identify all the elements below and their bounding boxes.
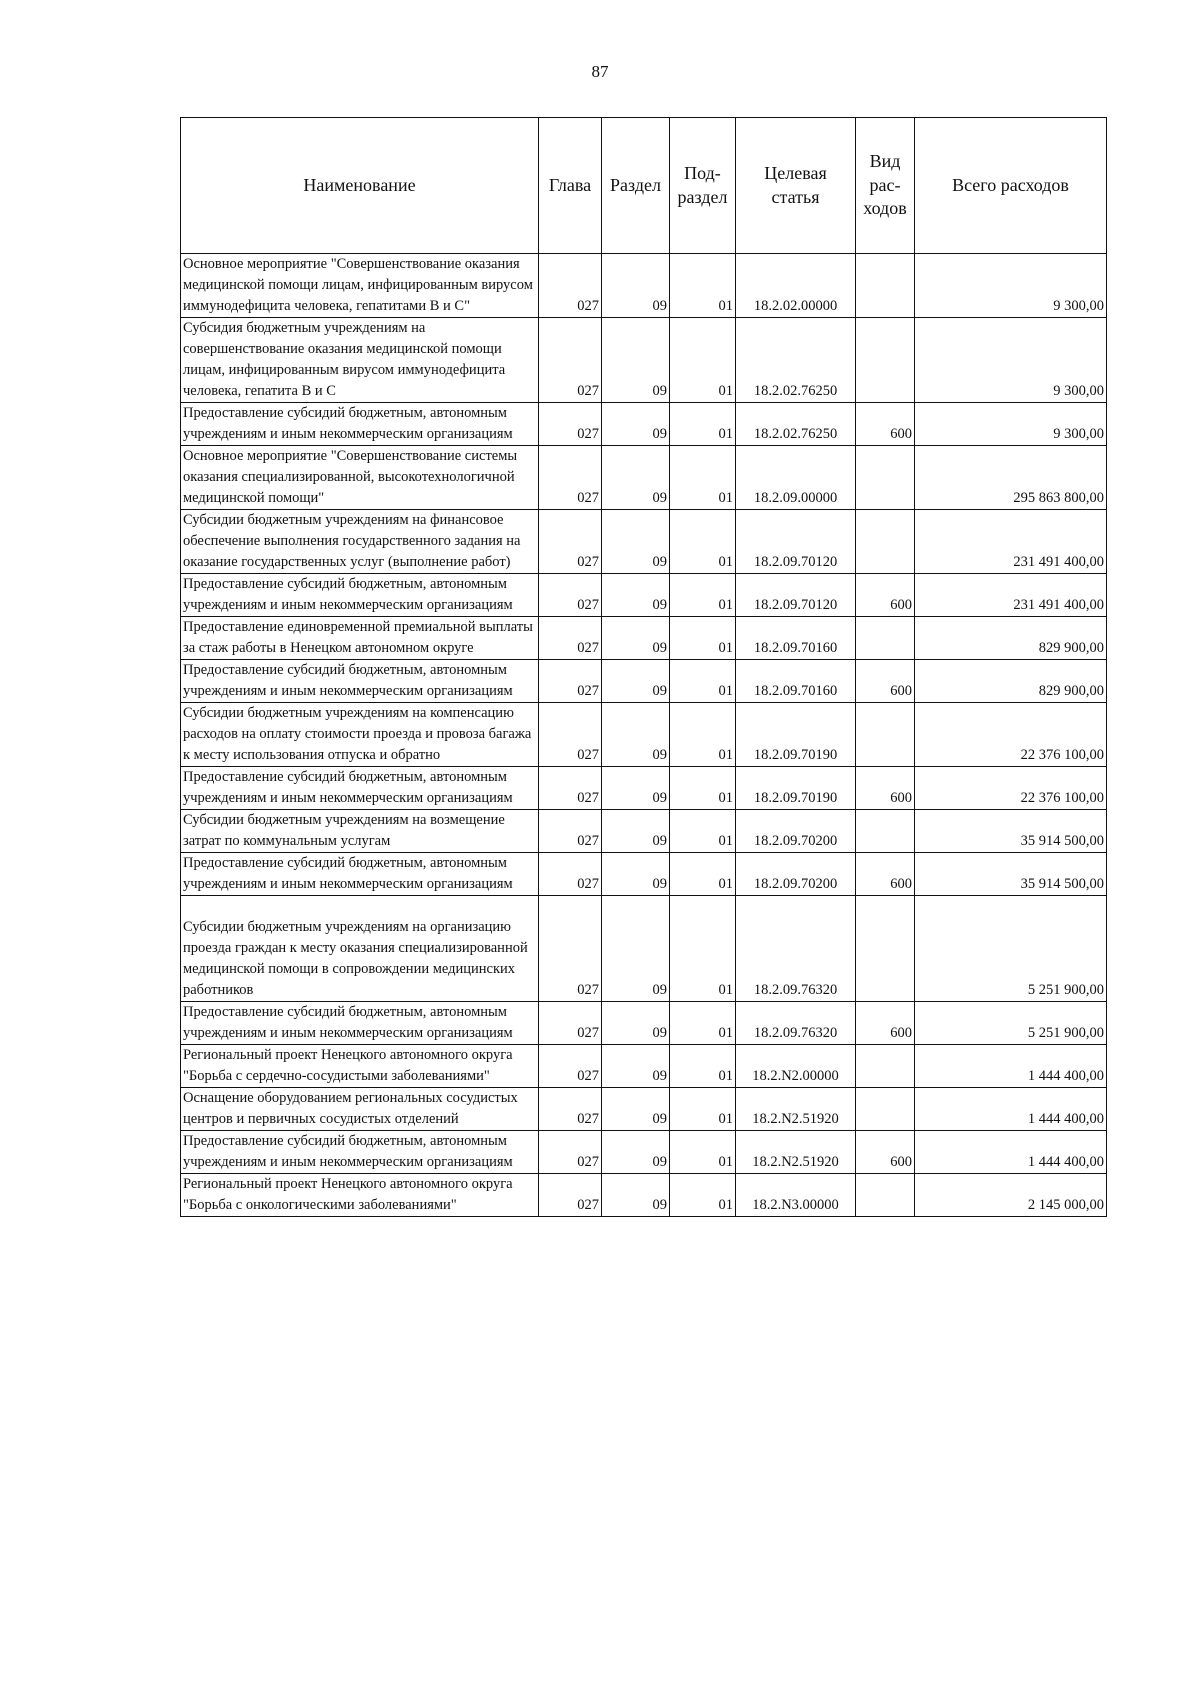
cell-razdel: 09 bbox=[602, 703, 670, 767]
cell-name: Предоставление единовременной премиальной выплаты за стаж работы в Ненецком автономном округе bbox=[181, 617, 539, 660]
cell-razdel: 09 bbox=[602, 1002, 670, 1045]
cell-glava: 027 bbox=[539, 1045, 602, 1088]
cell-vid bbox=[856, 896, 915, 1002]
table-row bbox=[181, 446, 1107, 510]
cell-podrazdel: 01 bbox=[670, 660, 736, 703]
cell-glava: 027 bbox=[539, 896, 602, 1002]
cell-name: Региональный проект Ненецкого автономного округа "Борьба с онкологическими заболеваниями" bbox=[181, 1174, 539, 1217]
cell-name: Оснащение оборудованием региональных сосудистых центров и первичных сосудистых отделений bbox=[181, 1088, 539, 1131]
cell-vid bbox=[856, 254, 915, 318]
cell-total: 35 914 500,00 bbox=[915, 810, 1107, 853]
cell-vid bbox=[856, 703, 915, 767]
cell-glava: 027 bbox=[539, 254, 602, 318]
cell-podrazdel: 01 bbox=[670, 853, 736, 896]
cell-tselevaya: 18.2.02.76250 bbox=[736, 318, 856, 403]
cell-razdel: 09 bbox=[602, 318, 670, 403]
cell-razdel: 09 bbox=[602, 403, 670, 446]
cell-razdel: 09 bbox=[602, 574, 670, 617]
cell-glava: 027 bbox=[539, 810, 602, 853]
cell-glava: 027 bbox=[539, 617, 602, 660]
cell-vid: 600 bbox=[856, 767, 915, 810]
cell-glava: 027 bbox=[539, 767, 602, 810]
cell-glava: 027 bbox=[539, 446, 602, 510]
table-row bbox=[181, 1088, 1107, 1131]
cell-name: Субсидии бюджетным учреждениям на организацию проезда граждан к месту оказания специализированной медицинской помощи в сопровождении медицинских работников bbox=[181, 896, 539, 1002]
cell-tselevaya: 18.2.09.00000 bbox=[736, 446, 856, 510]
cell-name: Предоставление субсидий бюджетным, автономным учреждениям и иным некоммерческим организациям bbox=[181, 1131, 539, 1174]
cell-razdel: 09 bbox=[602, 767, 670, 810]
budget-table bbox=[180, 117, 1107, 1217]
cell-vid: 600 bbox=[856, 853, 915, 896]
cell-podrazdel: 01 bbox=[670, 254, 736, 318]
table-row bbox=[181, 1045, 1107, 1088]
cell-tselevaya: 18.2.N2.51920 bbox=[736, 1131, 856, 1174]
table-row bbox=[181, 660, 1107, 703]
cell-razdel: 09 bbox=[602, 1088, 670, 1131]
cell-razdel: 09 bbox=[602, 254, 670, 318]
cell-total: 9 300,00 bbox=[915, 403, 1107, 446]
cell-vid: 600 bbox=[856, 1002, 915, 1045]
cell-name: Субсидия бюджетным учреждениям на совершенствование оказания медицинской помощи лицам, инфицированным вирусом иммунодефицита человека, гепатита В и С bbox=[181, 318, 539, 403]
cell-glava: 027 bbox=[539, 1002, 602, 1045]
cell-name: Основное мероприятие "Совершенствование системы оказания специализированной, высокотехнологичной медицинской помощи" bbox=[181, 446, 539, 510]
cell-vid bbox=[856, 318, 915, 403]
cell-total: 295 863 800,00 bbox=[915, 446, 1107, 510]
table-row bbox=[181, 703, 1107, 767]
cell-name: Предоставление субсидий бюджетным, автономным учреждениям и иным некоммерческим организациям bbox=[181, 1002, 539, 1045]
table-row bbox=[181, 1174, 1107, 1217]
cell-total: 9 300,00 bbox=[915, 254, 1107, 318]
page-number: 87 bbox=[591, 62, 609, 81]
header-razdel: Раздел bbox=[602, 118, 670, 254]
cell-razdel: 09 bbox=[602, 446, 670, 510]
table-row bbox=[181, 254, 1107, 318]
header-total: Всего расходов bbox=[915, 118, 1107, 254]
cell-vid bbox=[856, 446, 915, 510]
cell-podrazdel: 01 bbox=[670, 617, 736, 660]
table-row bbox=[181, 810, 1107, 853]
cell-vid bbox=[856, 1045, 915, 1088]
table-row bbox=[181, 1131, 1107, 1174]
cell-total: 9 300,00 bbox=[915, 318, 1107, 403]
cell-tselevaya: 18.2.09.70120 bbox=[736, 574, 856, 617]
cell-glava: 027 bbox=[539, 574, 602, 617]
cell-tselevaya: 18.2.09.70190 bbox=[736, 767, 856, 810]
cell-razdel: 09 bbox=[602, 660, 670, 703]
header-podrazdel: Под- раздел bbox=[670, 118, 736, 254]
cell-total: 5 251 900,00 bbox=[915, 896, 1107, 1002]
table-body bbox=[181, 254, 1107, 1217]
cell-tselevaya: 18.2.N3.00000 bbox=[736, 1174, 856, 1217]
cell-name: Предоставление субсидий бюджетным, автономным учреждениям и иным некоммерческим организациям bbox=[181, 660, 539, 703]
header-row bbox=[181, 118, 1107, 254]
cell-razdel: 09 bbox=[602, 1045, 670, 1088]
cell-name: Субсидии бюджетным учреждениям на возмещение затрат по коммунальным услугам bbox=[181, 810, 539, 853]
cell-razdel: 09 bbox=[602, 1174, 670, 1217]
cell-vid: 600 bbox=[856, 660, 915, 703]
cell-tselevaya: 18.2.09.70160 bbox=[736, 617, 856, 660]
cell-name: Предоставление субсидий бюджетным, автономным учреждениям и иным некоммерческим организациям bbox=[181, 767, 539, 810]
cell-podrazdel: 01 bbox=[670, 446, 736, 510]
cell-total: 35 914 500,00 bbox=[915, 853, 1107, 896]
header-glava: Глава bbox=[539, 118, 602, 254]
header-tselevaya: Целевая статья bbox=[736, 118, 856, 254]
cell-tselevaya: 18.2.02.76250 bbox=[736, 403, 856, 446]
cell-tselevaya: 18.2.N2.00000 bbox=[736, 1045, 856, 1088]
cell-podrazdel: 01 bbox=[670, 810, 736, 853]
cell-podrazdel: 01 bbox=[670, 767, 736, 810]
cell-tselevaya: 18.2.09.76320 bbox=[736, 1002, 856, 1045]
table-row bbox=[181, 853, 1107, 896]
cell-podrazdel: 01 bbox=[670, 896, 736, 1002]
cell-podrazdel: 01 bbox=[670, 574, 736, 617]
cell-glava: 027 bbox=[539, 660, 602, 703]
cell-vid bbox=[856, 1174, 915, 1217]
cell-razdel: 09 bbox=[602, 810, 670, 853]
cell-total: 5 251 900,00 bbox=[915, 1002, 1107, 1045]
cell-name: Субсидии бюджетным учреждениям на компенсацию расходов на оплату стоимости проезда и провоза багажа к месту использования отпуска и обратно bbox=[181, 703, 539, 767]
cell-vid: 600 bbox=[856, 1131, 915, 1174]
cell-total: 1 444 400,00 bbox=[915, 1131, 1107, 1174]
cell-tselevaya: 18.2.09.70200 bbox=[736, 853, 856, 896]
cell-vid bbox=[856, 810, 915, 853]
cell-glava: 027 bbox=[539, 403, 602, 446]
cell-total: 22 376 100,00 bbox=[915, 767, 1107, 810]
cell-tselevaya: 18.2.09.70120 bbox=[736, 510, 856, 574]
cell-glava: 027 bbox=[539, 1174, 602, 1217]
cell-total: 1 444 400,00 bbox=[915, 1045, 1107, 1088]
cell-name: Предоставление субсидий бюджетным, автономным учреждениям и иным некоммерческим организациям bbox=[181, 853, 539, 896]
cell-tselevaya: 18.2.02.00000 bbox=[736, 254, 856, 318]
table-row bbox=[181, 510, 1107, 574]
cell-total: 22 376 100,00 bbox=[915, 703, 1107, 767]
cell-glava: 027 bbox=[539, 703, 602, 767]
header-name: Наименование bbox=[181, 118, 539, 254]
cell-podrazdel: 01 bbox=[670, 1174, 736, 1217]
cell-tselevaya: 18.2.09.70190 bbox=[736, 703, 856, 767]
cell-name: Субсидии бюджетным учреждениям на финансовое обеспечение выполнения государственного задания на оказание государственных услуг (выполнение работ) bbox=[181, 510, 539, 574]
cell-glava: 027 bbox=[539, 853, 602, 896]
cell-podrazdel: 01 bbox=[670, 1045, 736, 1088]
cell-podrazdel: 01 bbox=[670, 318, 736, 403]
cell-glava: 027 bbox=[539, 1088, 602, 1131]
cell-podrazdel: 01 bbox=[670, 1088, 736, 1131]
cell-vid bbox=[856, 510, 915, 574]
table-row bbox=[181, 896, 1107, 1002]
cell-name: Региональный проект Ненецкого автономного округа "Борьба с сердечно-сосудистыми заболеваниями" bbox=[181, 1045, 539, 1088]
cell-total: 1 444 400,00 bbox=[915, 1088, 1107, 1131]
cell-name: Предоставление субсидий бюджетным, автономным учреждениям и иным некоммерческим организациям bbox=[181, 574, 539, 617]
cell-vid: 600 bbox=[856, 574, 915, 617]
cell-razdel: 09 bbox=[602, 853, 670, 896]
cell-glava: 027 bbox=[539, 510, 602, 574]
cell-podrazdel: 01 bbox=[670, 403, 736, 446]
cell-total: 231 491 400,00 bbox=[915, 510, 1107, 574]
table-row bbox=[181, 574, 1107, 617]
cell-vid: 600 bbox=[856, 403, 915, 446]
table-row bbox=[181, 767, 1107, 810]
cell-total: 829 900,00 bbox=[915, 617, 1107, 660]
cell-vid bbox=[856, 617, 915, 660]
cell-tselevaya: 18.2.N2.51920 bbox=[736, 1088, 856, 1131]
cell-razdel: 09 bbox=[602, 510, 670, 574]
cell-razdel: 09 bbox=[602, 617, 670, 660]
cell-podrazdel: 01 bbox=[670, 703, 736, 767]
cell-total: 829 900,00 bbox=[915, 660, 1107, 703]
cell-name: Основное мероприятие "Совершенствование оказания медицинской помощи лицам, инфицированным вирусом иммунодефицита человека, гепатитами В и С" bbox=[181, 254, 539, 318]
table-row bbox=[181, 617, 1107, 660]
cell-total: 231 491 400,00 bbox=[915, 574, 1107, 617]
cell-vid bbox=[856, 1088, 915, 1131]
cell-tselevaya: 18.2.09.76320 bbox=[736, 896, 856, 1002]
cell-podrazdel: 01 bbox=[670, 510, 736, 574]
cell-razdel: 09 bbox=[602, 896, 670, 1002]
cell-tselevaya: 18.2.09.70200 bbox=[736, 810, 856, 853]
header-vid: Вид рас- ходов bbox=[856, 118, 915, 254]
table-row bbox=[181, 403, 1107, 446]
cell-glava: 027 bbox=[539, 318, 602, 403]
table-row bbox=[181, 1002, 1107, 1045]
table-row bbox=[181, 318, 1107, 403]
cell-podrazdel: 01 bbox=[670, 1131, 736, 1174]
cell-podrazdel: 01 bbox=[670, 1002, 736, 1045]
cell-tselevaya: 18.2.09.70160 bbox=[736, 660, 856, 703]
cell-glava: 027 bbox=[539, 1131, 602, 1174]
cell-name: Предоставление субсидий бюджетным, автономным учреждениям и иным некоммерческим организациям bbox=[181, 403, 539, 446]
cell-razdel: 09 bbox=[602, 1131, 670, 1174]
cell-total: 2 145 000,00 bbox=[915, 1174, 1107, 1217]
